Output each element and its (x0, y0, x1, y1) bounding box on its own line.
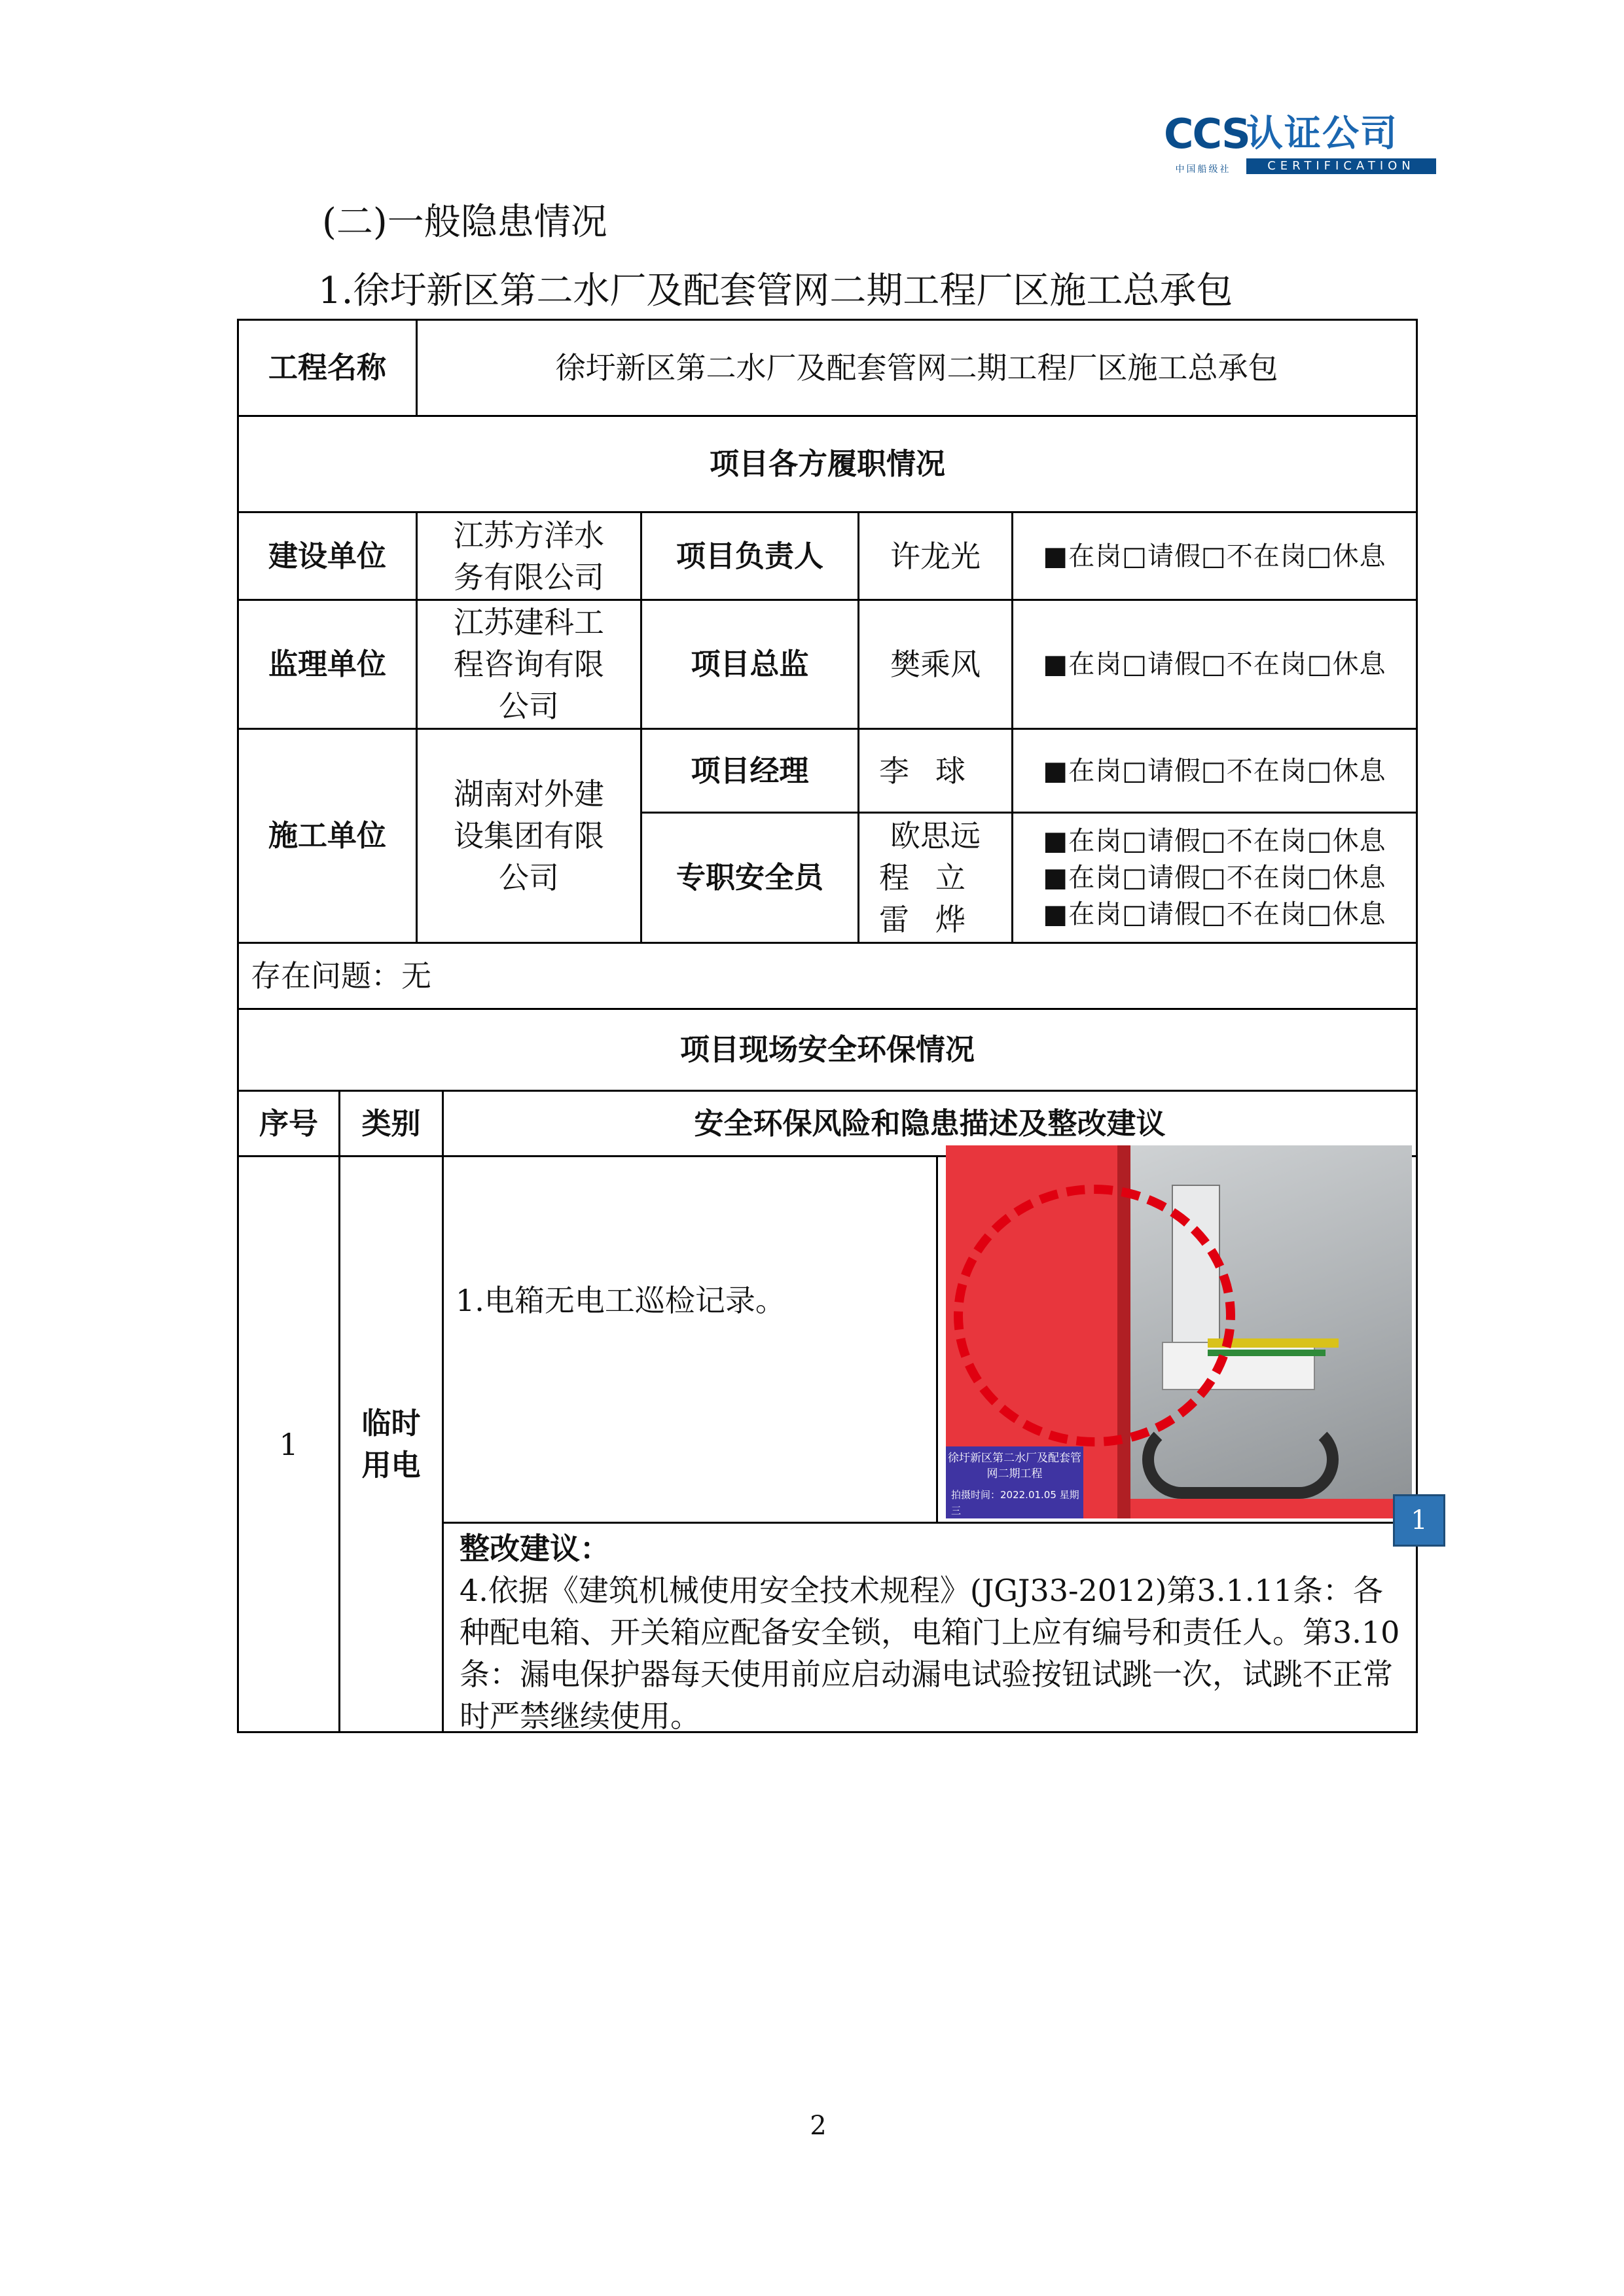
unit-label-owner: 建设单位 (237, 511, 418, 601)
item-description: 1.电箱无电工巡检记录。 (442, 1155, 938, 1524)
logo-brand-en: CERTIFICATION (1246, 158, 1436, 174)
person-supervisor: 樊乘风 (857, 599, 1013, 730)
photo-number-tag: 1 (1393, 1494, 1445, 1547)
status-supervisor: ■在岗□请假□不在岗□休息 (1011, 599, 1418, 730)
safety-officers (857, 812, 1013, 944)
issues-text: 存在问题：无 (237, 942, 1418, 1010)
unit-name-owner: 江苏方洋水务有限公司 (416, 511, 642, 601)
status-safety-officer-3: ■在岗□请假□不在岗□休息 (1043, 899, 1386, 929)
project-name-label: 工程名称 (237, 319, 418, 417)
section-title: (二)一般隐患情况 (322, 201, 607, 243)
header-description: 安全环保风险和隐患描述及整改建议 (442, 1090, 1418, 1157)
item-remark-cell (442, 1522, 1418, 1733)
project-name-value: 徐圩新区第二水厂及配套管网二期工程厂区施工总承包 (416, 319, 1418, 417)
person-owner: 许龙光 (857, 511, 1013, 601)
box-cables (1142, 1420, 1339, 1499)
item-category: 临时用电 (338, 1155, 444, 1733)
project-heading: 1.徐圩新区第二水厂及配套管网二期工程厂区施工总承包 (318, 270, 1233, 312)
safety-officer-2: 程立 (879, 860, 992, 895)
person-contractor-manager: 李球 (857, 728, 1013, 814)
unit-label-contractor: 施工单位 (237, 728, 418, 944)
safety-officer-1: 欧思远 (890, 818, 981, 853)
header-no: 序号 (237, 1090, 340, 1157)
page-number: 2 (810, 2111, 827, 2141)
role-safety-officer: 专职安全员 (640, 812, 859, 944)
remark-body: 4.依据《建筑机械使用安全技术规程》(JGJ33-2012)第3.1.11条：各种配电箱、开关箱应配备安全锁，电箱门上应有编号和责任人。第3.10条：漏电保护器每天使用前应启动漏电试验按钮试跳一次，试跳不正常时严禁继续使用。 (460, 1573, 1400, 1734)
photo-caption (946, 1446, 1083, 1518)
safety-officer-statuses (1011, 812, 1418, 944)
item-no: 1 (237, 1155, 340, 1733)
logo-brand: CCS (1164, 110, 1250, 158)
ccs-logo (1164, 111, 1439, 177)
electrical-box-photo (946, 1145, 1412, 1518)
role-contractor-manager: 项目经理 (640, 728, 859, 814)
photo-caption-project: 徐圩新区第二水厂及配套管网二期工程 (948, 1452, 1081, 1480)
unit-name-supervisor: 江苏建科工程咨询有限公司 (416, 599, 642, 730)
status-safety-officer-2: ■在岗□请假□不在岗□休息 (1043, 863, 1386, 893)
safety-title: 项目现场安全环保情况 (237, 1008, 1418, 1092)
hazard-circle-mark (954, 1185, 1235, 1446)
unit-name-contractor: 湖南对外建设集团有限公司 (416, 728, 642, 944)
status-safety-officer-1: ■在岗□请假□不在岗□休息 (1043, 826, 1386, 856)
remark-title: 整改建议： (460, 1531, 610, 1566)
status-contractor-manager: ■在岗□请假□不在岗□休息 (1011, 728, 1418, 814)
duties-title: 项目各方履职情况 (237, 415, 1418, 513)
status-owner: ■在岗□请假□不在岗□休息 (1011, 511, 1418, 601)
role-supervisor: 项目总监 (640, 599, 859, 730)
logo-parent: 中国船级社 (1175, 164, 1231, 175)
inspection-table (237, 319, 1418, 1733)
photo-caption-time: 拍摄时间：2022.01.05 星期三 (951, 1489, 1079, 1516)
safety-officer-3: 雷烨 (879, 902, 992, 937)
role-owner: 项目负责人 (640, 511, 859, 601)
logo-brand-cn: 认证公司 (1246, 113, 1398, 155)
unit-label-supervisor: 监理单位 (237, 599, 418, 730)
header-category: 类别 (338, 1090, 444, 1157)
